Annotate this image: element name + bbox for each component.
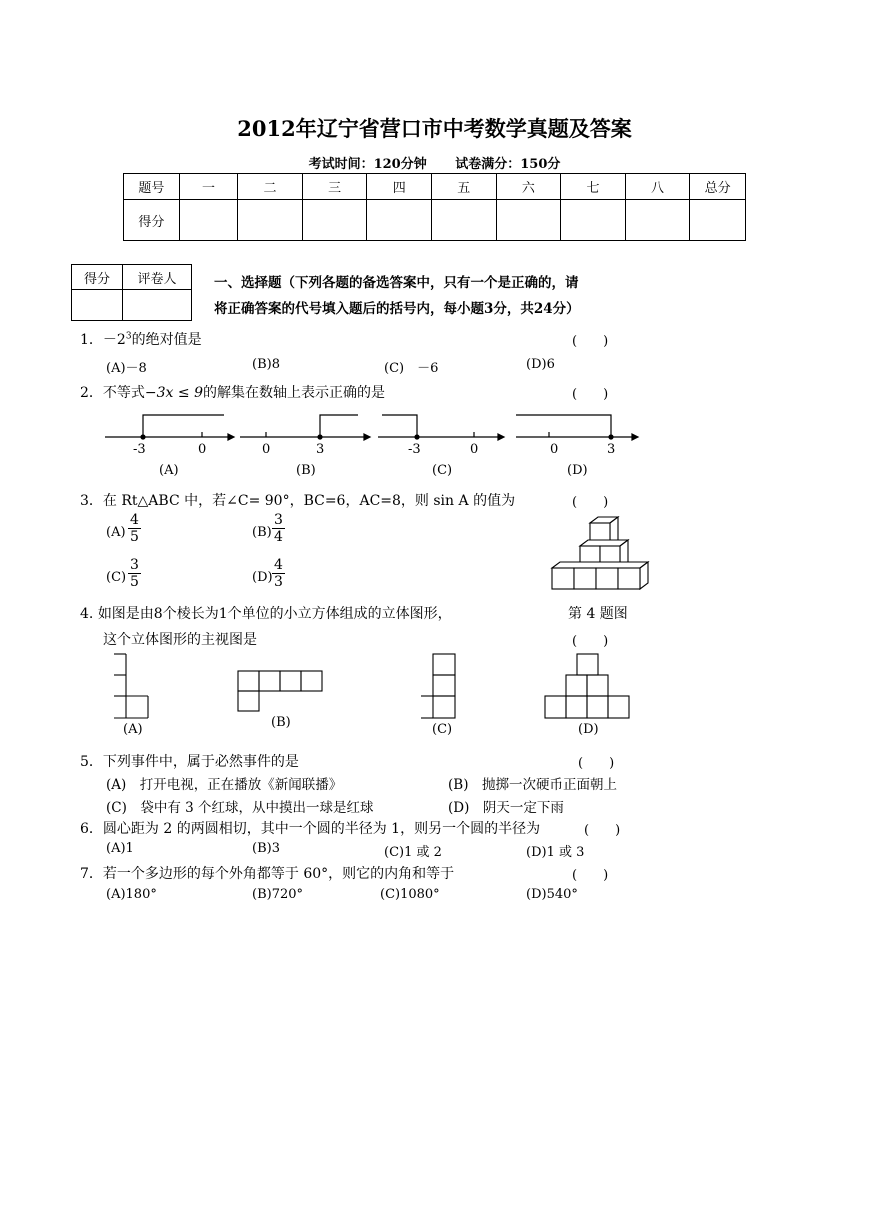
score-table-header: 三 — [302, 174, 367, 200]
tick-label: 0 — [198, 442, 207, 457]
tick-label: -3 — [408, 442, 421, 457]
question-4: 4. 如图是由8个棱长为1个单位的小立方体组成的立体图形， — [80, 606, 452, 622]
cube-figure — [548, 515, 658, 595]
exam-info — [0, 153, 869, 172]
tick-label: -3 — [133, 442, 146, 457]
q4-option-c: (C) — [432, 722, 453, 737]
score-cell[interactable] — [302, 200, 367, 241]
score-cell[interactable] — [625, 200, 690, 241]
q2-option-b: (B) — [296, 463, 316, 478]
score-table-header: 题号 — [124, 174, 180, 200]
exam-full-score: 试卷满分：150分 — [455, 157, 561, 172]
q1-option-b: (B)8 — [252, 357, 280, 372]
q5-option-b: (B) 抛掷一次硬币正面朝上 — [448, 777, 617, 793]
score-table-header: 七 — [561, 174, 626, 200]
tick-label: 0 — [470, 442, 479, 457]
score-cell[interactable] — [561, 200, 626, 241]
q5-option-c: (C) 袋中有 3 个红球，从中摸出一球是红球 — [106, 800, 374, 816]
q7-option-b: (B)720° — [252, 887, 304, 902]
question-2: 2．不等式−3x ≤ 9的解集在数轴上表示正确的是 — [80, 385, 385, 401]
q1-option-c: (C) －6 — [384, 361, 439, 376]
score-table-header: 五 — [432, 174, 497, 200]
tick-label: 0 — [262, 442, 271, 457]
score-table-header: 八 — [625, 174, 690, 200]
score-cell[interactable] — [496, 200, 561, 241]
q3-option-c-fraction: $\frac{3}{5}$ — [130, 557, 139, 590]
grader-name-cell[interactable] — [123, 290, 192, 321]
q3-option-d-fraction: $\frac{4}{3}$ — [274, 557, 283, 590]
score-table-score-row — [124, 200, 746, 241]
q2-option-d: (D) — [567, 463, 588, 478]
question-3: 3．在 Rt△ABC 中，若∠C= 90°，BC=6，AC=8，则 sin A 的值为 — [80, 493, 516, 509]
q3-option-a-label: (A) — [106, 525, 126, 540]
answer-paren[interactable]: ( ) — [578, 756, 615, 771]
number-line-figures — [0, 410, 869, 450]
score-table-header: 六 — [496, 174, 561, 200]
tick-label: 3 — [607, 442, 616, 457]
exam-time: 考试时间：120分钟 — [308, 157, 427, 172]
q7-option-d: (D)540° — [526, 887, 578, 902]
q6-option-c: (C)1 或 2 — [384, 845, 442, 860]
front-view-options — [0, 650, 869, 730]
tick-label: 3 — [316, 442, 325, 457]
grader-score-label: 得分 — [72, 265, 123, 290]
answer-paren[interactable]: ( ) — [572, 868, 609, 883]
q5-option-a: (A) 打开电视，正在播放《新闻联播》 — [106, 777, 343, 793]
score-cell[interactable] — [690, 200, 746, 241]
score-cell[interactable] — [432, 200, 497, 241]
score-row-label: 得分 — [124, 200, 180, 241]
q3-option-b-label: (B) — [252, 525, 272, 540]
q7-option-c: (C)1080° — [380, 887, 440, 902]
q1-option-d: (D)6 — [526, 357, 555, 372]
section-heading: 一、选择题（下列各题的备选答案中，只有一个是正确的，请 将正确答案的代号填入题后的括号内，每小题3分，共24分） — [214, 275, 580, 317]
question-5: 5．下列事件中，属于必然事件的是 — [80, 754, 299, 770]
answer-paren[interactable]: ( ) — [572, 334, 609, 349]
tick-label: 0 — [550, 442, 559, 457]
q3-option-d-label: (D) — [252, 570, 273, 585]
q2-option-a: (A) — [159, 463, 179, 478]
q3-option-a-fraction: $\frac{4}{5}$ — [130, 512, 139, 545]
score-table-header-row — [124, 174, 746, 200]
question-6: 6．圆心距为 2 的两圆相切，其中一个圆的半径为 1，则另一个圆的半径为 — [80, 821, 541, 837]
q7-option-a: (A)180° — [106, 887, 157, 902]
q3-option-b-fraction: $\frac{3}{4}$ — [274, 512, 283, 545]
grader-table — [71, 264, 192, 321]
score-table-header: 二 — [238, 174, 303, 200]
grader-name-label: 评卷人 — [123, 265, 192, 290]
question-4-line2: 这个立体图形的主视图是 — [103, 632, 257, 648]
q6-option-a: (A)1 — [106, 841, 134, 856]
q4-option-d: (D) — [578, 722, 599, 737]
q6-option-d: (D)1 或 3 — [526, 845, 585, 860]
q1-option-a: (A)－8 — [106, 361, 147, 376]
grader-score-cell[interactable] — [72, 290, 123, 321]
score-cell[interactable] — [367, 200, 432, 241]
answer-paren[interactable]: ( ) — [584, 823, 621, 838]
q5-option-d: (D) 阴天一定下雨 — [448, 800, 564, 816]
score-table-header: 总分 — [690, 174, 746, 200]
q6-option-b: (B)3 — [252, 841, 280, 856]
score-cell[interactable] — [238, 200, 303, 241]
question-7: 7．若一个多边形的每个外角都等于 60°，则它的内角和等于 — [80, 866, 455, 882]
page-title: 2012年辽宁省营口市中考数学真题及答案 — [237, 116, 632, 141]
q4-option-b: (B) — [271, 715, 291, 730]
question-1: 1．$-2^3$的绝对值是 — [80, 331, 202, 348]
answer-paren[interactable]: ( ) — [572, 634, 609, 649]
q3-option-c-label: (C) — [106, 570, 127, 585]
score-table — [123, 173, 746, 241]
q2-option-c: (C) — [432, 463, 453, 478]
score-cell[interactable] — [179, 200, 238, 241]
score-table-header: 一 — [179, 174, 238, 200]
answer-paren[interactable]: ( ) — [572, 387, 609, 402]
answer-paren[interactable]: ( ) — [572, 495, 609, 510]
q4-option-a: (A) — [123, 722, 143, 737]
q4-figure-label: 第 4 题图 — [568, 606, 628, 622]
score-table-header: 四 — [367, 174, 432, 200]
